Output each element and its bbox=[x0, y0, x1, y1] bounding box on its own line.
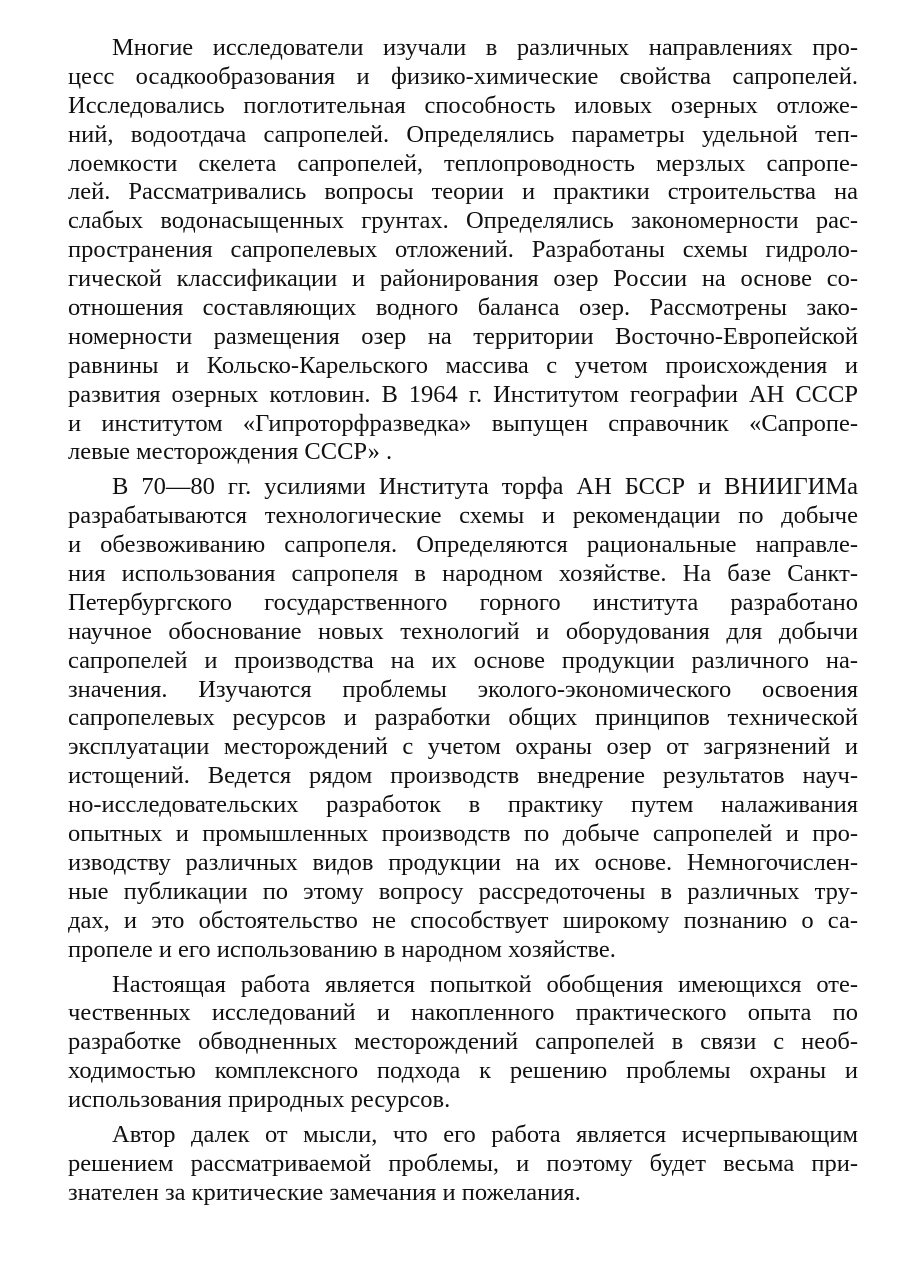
paragraph-technology-development bbox=[68, 473, 858, 964]
text-line: дах, и это обстоятельство не способствует широкому познанию о са- bbox=[68, 906, 858, 934]
text-line: Петербургского государственного горного института разработано bbox=[68, 588, 858, 616]
text-line: научное обоснование новых технологий и оборудования для добычи bbox=[68, 617, 858, 645]
text-line: развития озерных котловин. В 1964 г. Институтом географии АН СССР bbox=[68, 380, 858, 408]
text-line: разработке обводненных месторождений сапропелей в связи с необ- bbox=[68, 1028, 858, 1056]
text-line: знателен за критические замечания и пожелания. bbox=[68, 1178, 581, 1206]
text-line: лей. Рассматривались вопросы теории и практики строительства на bbox=[68, 178, 858, 206]
text-line: опытных и промышленных производств по добыче сапропелей и про- bbox=[68, 820, 858, 848]
text-line: лоемкости скелета сапропелей, теплопроводность мерзлых сапропе- bbox=[68, 149, 858, 177]
text-line: гической классификации и районирования озер России на основе со- bbox=[68, 265, 858, 293]
text-line: пропеле и его использованию в народном хозяйстве. bbox=[68, 935, 616, 963]
text-line: значения. Изучаются проблемы эколого-экономического освоения bbox=[68, 675, 858, 703]
text-line: пространения сапропелевых отложений. Разработаны схемы гидроло- bbox=[68, 236, 858, 264]
text-line: равнины и Кольско-Карельского массива с учетом происхождения и bbox=[68, 351, 858, 379]
text-line: Автор далек от мысли, что его работа является исчерпывающим bbox=[112, 1120, 858, 1148]
text-line: истощений. Ведется рядом производств внедрение результатов науч- bbox=[68, 762, 858, 790]
document-page bbox=[68, 34, 858, 1214]
paragraph-work-purpose bbox=[68, 971, 858, 1115]
text-line: ний, водоотдача сапропелей. Определялись параметры удельной теп- bbox=[68, 120, 858, 148]
text-line: левые месторождения СССР» . bbox=[68, 438, 393, 466]
text-line: Настоящая работа является попыткой обобщения имеющихся оте- bbox=[112, 970, 858, 998]
text-line: разрабатываются технологические схемы и рекомендации по добыче bbox=[68, 502, 858, 530]
text-line: сапропелевых ресурсов и разработки общих принципов технической bbox=[68, 704, 858, 732]
text-line: В 70—80 гг. усилиями Института торфа АН БССР и ВНИИГИМа bbox=[112, 473, 858, 501]
text-line: решением рассматриваемой проблемы, и поэтому будет весьма при- bbox=[68, 1149, 858, 1177]
text-line: и обезвоживанию сапропеля. Определяются рациональные направле- bbox=[68, 531, 858, 559]
text-line: эксплуатации месторождений с учетом охраны озер от загрязнений и bbox=[68, 733, 858, 761]
text-line: использования природных ресурсов. bbox=[68, 1086, 451, 1114]
paragraph-research-history bbox=[68, 34, 858, 467]
text-line: ные публикации по этому вопросу рассредоточены в различных тру- bbox=[68, 877, 858, 905]
text-line: ходимостью комплексного подхода к решению проблемы охраны и bbox=[68, 1057, 858, 1085]
text-line: отношения составляющих водного баланса озер. Рассмотрены зако- bbox=[68, 294, 858, 322]
text-line: слабых водонасыщенных грунтах. Определялись закономерности рас- bbox=[68, 207, 858, 235]
text-line: цесс осадкообразования и физико-химические свойства сапропелей. bbox=[68, 62, 858, 90]
text-line: ния использования сапропеля в народном хозяйстве. На базе Санкт- bbox=[68, 560, 858, 588]
text-line: и институтом «Гипроторфразведка» выпущен справочник «Сапропе- bbox=[68, 409, 858, 437]
text-line: но-исследовательских разработок в практику путем налаживания bbox=[68, 791, 858, 819]
text-line: Исследовались поглотительная способность иловых озерных отложе- bbox=[68, 91, 858, 119]
text-line: сапропелей и производства на их основе продукции различного на- bbox=[68, 646, 858, 674]
text-line: Многие исследователи изучали в различных направлениях про- bbox=[112, 34, 858, 61]
paragraph-author-note bbox=[68, 1121, 858, 1208]
text-line: номерности размещения озер на территории Восточно-Европейской bbox=[68, 322, 858, 350]
text-line: чественных исследований и накопленного практического опыта по bbox=[68, 999, 858, 1027]
text-line: изводству различных видов продукции на их основе. Немногочислен- bbox=[68, 848, 858, 876]
